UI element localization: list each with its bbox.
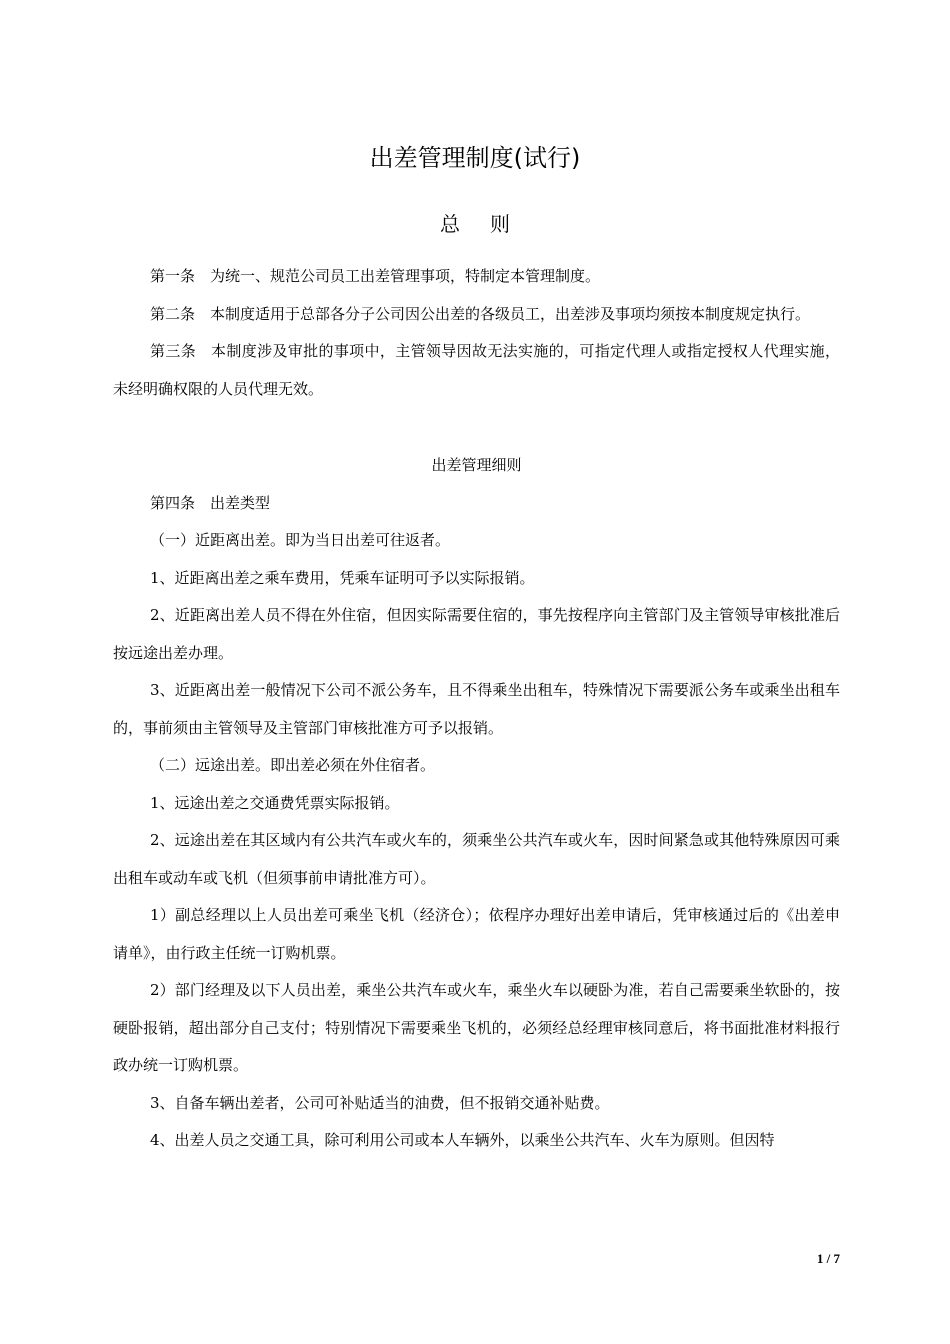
- article-4: [113, 485, 840, 523]
- article-label: 第一条: [150, 267, 196, 285]
- article-1: [113, 258, 840, 296]
- article-2: [113, 296, 840, 334]
- article-text: 本制度适用于总部各分子公司因公出差的各级员工，出差涉及事项均须按本制度规定执行。: [210, 304, 811, 323]
- article-text: 本制度涉及审批的事项中，主管领导因故无法实施的，可指定代理人或指定授权人代理实施，未经明确权限的人员代理无效。: [113, 342, 840, 398]
- paragraph: 2、近距离出差人员不得在外住宿，但因实际需要住宿的，事先按程序向主管部门及主管领导审核批准后按远途出差办理。: [113, 606, 840, 662]
- paragraph: （二）远途出差。即出差必须在外住宿者。: [150, 756, 436, 774]
- article-text: 出差类型: [210, 493, 271, 512]
- paragraph: 2）部门经理及以下人员出差，乘坐公共汽车或火车，乘坐火车以硬卧为准，若自己需要乘坐软卧的，按硬卧报销，超出部分自己支付；特别情况下需要乘坐飞机的，必须经总经理审核同意后，将书面批准材料报行政办统一订购机票。: [113, 981, 840, 1074]
- paragraph: 1、近距离出差之乘车费用，凭乘车证明可予以实际报销。: [150, 568, 535, 587]
- document-title: 出差管理制度(试行): [369, 144, 581, 172]
- paragraph: 2、远途出差在其区域内有公共汽车或火车的，须乘坐公共汽车或火车，因时间紧急或其他特殊原因可乘出租车或动车或飞机（但须事前申请批准方可）。: [113, 831, 840, 887]
- article-label: 第二条: [150, 304, 196, 323]
- paragraph: 4、出差人员之交通工具，除可利用公司或本人车辆外，以乘坐公共汽车、火车为原则。但因特: [150, 1131, 775, 1149]
- paragraph: 3、近距离出差一般情况下公司不派公务车，且不得乘坐出租车，特殊情况下需要派公务车或乘坐出租车的，事前须由主管领导及主管部门审核批准方可予以报销。: [113, 681, 840, 737]
- paragraph: 3、自备车辆出差者，公司可补贴适当的油费，但不报销交通补贴费。: [150, 1093, 610, 1112]
- paragraph: （一）近距离出差。即为当日出差可往返者。: [150, 531, 451, 549]
- article-label: 第四条: [150, 493, 196, 512]
- article-text: 为统一、规范公司员工出差管理事项，特制定本管理制度。: [210, 267, 601, 285]
- paragraph: 1、远途出差之交通费凭票实际报销。: [150, 793, 400, 812]
- article-label: 第三条: [150, 342, 197, 360]
- chapter-heading: 总 则: [440, 212, 510, 236]
- general-articles: [113, 258, 840, 1160]
- article-3: [113, 333, 840, 408]
- page-number: 1 / 7: [816, 1251, 840, 1266]
- section-heading: 出差管理细则: [431, 456, 522, 474]
- paragraph: 1）副总经理以上人员出差可乘坐飞机（经济仓）；依程序办理好出差申请后，凭审核通过后的《出差申请单》，由行政主任统一订购机票。: [113, 906, 840, 962]
